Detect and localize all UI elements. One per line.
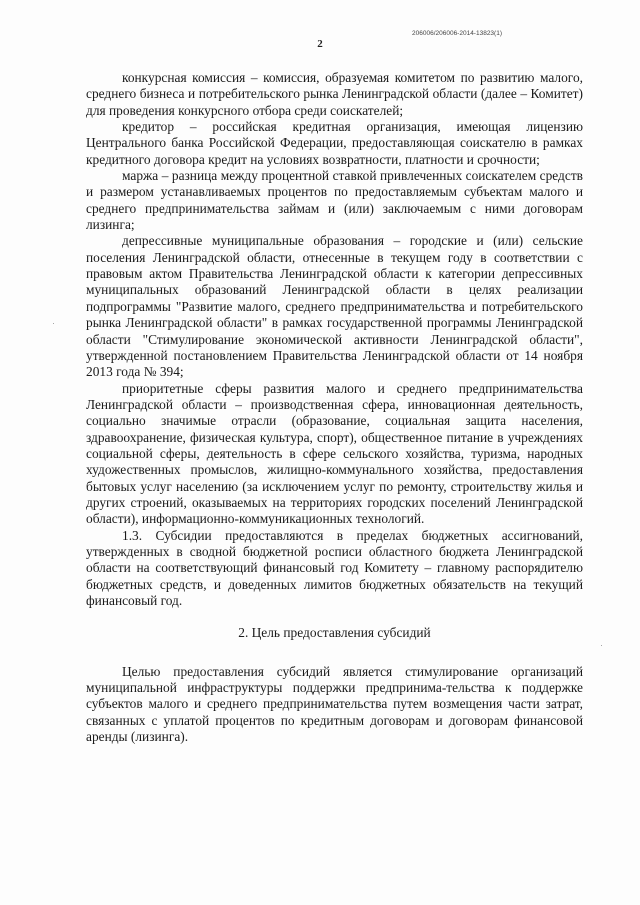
- scan-dot: ·: [52, 318, 55, 328]
- paragraph-priority-spheres: приоритетные сферы развития малого и среднего предпринимательства Ленинградской области – производственная сфера, инновационная деятельность, социально значимые отрасли (образование, социальная защита населения, здравоохранение, физическая культура, спорт), общественное питание в учреждениях социальной сферы, деятельность в сфере сельского хозяйства, туризма, народных художественных промыслов, жилищно-коммунального хозяйства, предоставления бытовых услуг населению (за исключением услуг по ремонту, строительству жилья и других строений, оказываемых на территориях городских поселений Ленинградской области), информационно-коммуникационных технологий.: [86, 380, 583, 527]
- section-heading: 2. Цель предоставления субсидий: [238, 625, 431, 641]
- paragraph-creditor: кредитор – российская кредитная организация, имеющая лицензию Центрального банка Российской Федерации, предоставляющая соискателю в рамках кредитного договора кредит на условиях возвратности, платности и срочности;: [86, 119, 583, 167]
- paragraph-goal: Целью предоставления субсидий является стимулирование организаций муниципальной инфраструктуры поддержки предпринима-тельства к поддержке субъектов малого и среднего предпринимательства путем возмещения части затрат, связанных с уплатой процентов по кредитным договорам и договорам финансовой аренды (лизинга).: [86, 663, 583, 745]
- document-number: 206006/206006-2014-13823(1): [412, 30, 502, 37]
- paragraph-competition-commission: конкурсная комиссия – комиссия, образуемая комитетом по развитию малого, среднего бизнеса и потребительского рынка Ленинградской области (далее – Комитет) для проведения конкурсного отбора среди соискателей;: [86, 70, 583, 118]
- paragraph-depressed-municipalities: депрессивные муниципальные образования – городские и (или) сельские поселения Ленинградской области, отнесенные в текущем году в соответствии с правовым актом Правительства Ленинградской области к категории депрессивных муниципальных образований Ленинградской области в целях реализации подпрограммы "Развитие малого, среднего предпринимательства и потребительского рынка Ленинградской области" в рамках государственной программы Ленинградской области "Стимулирование экономической активности Ленинградской области", утвержденной постановлением Правительства Ленинградской области от 14 ноября 2013 года № 394;: [86, 233, 583, 380]
- scan-dot: ·: [600, 640, 603, 650]
- page-number: 2: [317, 38, 323, 50]
- paragraph-1-3-subsidies: 1.3. Субсидии предоставляются в пределах бюджетных ассигнований, утвержденных в сводной бюджетной росписи областного бюджета Ленинградской области на соответствующий финансовый год Комитету – главному распорядителю бюджетных средств, и доведенных лимитов бюджетных обязательств на текущий финансовый год.: [86, 527, 583, 608]
- paragraph-margin: маржа – разница между процентной ставкой привлеченных соискателем средств и размером устанавливаемых процентов по предоставляемым субъектам малого и среднего предпринимательства займам и (или) заключаемым с ними договорам лизинга;: [86, 168, 583, 233]
- document-body: [86, 70, 583, 745]
